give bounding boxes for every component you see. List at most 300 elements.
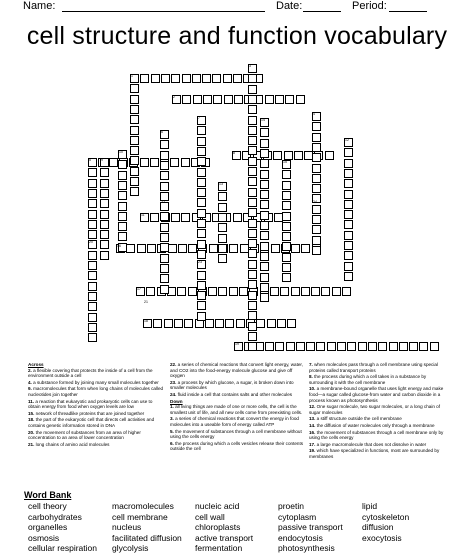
grid-cell[interactable] xyxy=(197,147,206,156)
grid-cell[interactable] xyxy=(160,151,169,160)
grid-cell[interactable] xyxy=(197,157,206,166)
grid-cell[interactable] xyxy=(344,210,353,219)
grid-cell[interactable] xyxy=(224,95,233,104)
grid-cell[interactable] xyxy=(312,133,321,142)
grid-cell[interactable] xyxy=(100,168,109,177)
grid-cell[interactable] xyxy=(248,239,257,248)
grid-cell[interactable] xyxy=(109,158,118,167)
grid-cell[interactable] xyxy=(248,291,257,300)
grid-cell[interactable] xyxy=(88,271,97,280)
clue-text: fluid inside a cell that contains salts and other molecules xyxy=(177,391,293,397)
clue-number: 1. xyxy=(170,404,176,410)
grid-cell[interactable] xyxy=(130,115,139,124)
word-bank-word: exocytosis xyxy=(362,532,402,543)
grid-cell[interactable] xyxy=(178,244,187,253)
grid-cell[interactable] xyxy=(312,246,321,255)
name-label: Name: xyxy=(23,0,56,12)
grid-cell[interactable] xyxy=(197,219,206,228)
grid-cell[interactable] xyxy=(160,140,169,149)
grid-cell[interactable] xyxy=(301,287,310,296)
clue-item xyxy=(170,441,304,452)
grid-cell[interactable] xyxy=(130,177,139,186)
grid-cell[interactable] xyxy=(312,236,321,245)
grid-cell[interactable] xyxy=(248,219,257,228)
word-bank-word: nucleic acid xyxy=(195,501,240,511)
grid-cell[interactable] xyxy=(378,342,387,351)
grid-clue-number: 9 xyxy=(101,157,103,162)
grid-cell[interactable] xyxy=(287,319,296,328)
grid-cell[interactable] xyxy=(248,249,257,258)
clue-item xyxy=(309,423,451,429)
grid-cell[interactable] xyxy=(197,137,206,146)
grid-cell[interactable] xyxy=(260,262,269,271)
grid-cell[interactable] xyxy=(327,342,336,351)
grid-cell[interactable] xyxy=(225,319,234,328)
grid-cell[interactable] xyxy=(213,95,222,104)
grid-cell[interactable] xyxy=(130,146,139,155)
grid-cell[interactable] xyxy=(130,84,139,93)
grid-cell[interactable] xyxy=(248,146,257,155)
grid-cell[interactable] xyxy=(321,287,330,296)
grid-cell[interactable] xyxy=(100,251,109,260)
grid-cell[interactable] xyxy=(270,287,279,296)
grid-cell[interactable] xyxy=(260,211,269,220)
grid-cell[interactable] xyxy=(239,287,248,296)
grid-cell[interactable] xyxy=(174,319,183,328)
grid-cell[interactable] xyxy=(100,230,109,239)
clue-number: 9. xyxy=(28,386,34,392)
grid-cell[interactable] xyxy=(301,244,310,253)
grid-cell[interactable] xyxy=(153,319,162,328)
grid-cell[interactable] xyxy=(229,244,238,253)
grid-cell[interactable] xyxy=(248,105,257,114)
grid-cell[interactable] xyxy=(160,161,169,170)
grid-cell[interactable] xyxy=(197,240,206,249)
grid-cell[interactable] xyxy=(260,283,269,292)
grid-cell[interactable] xyxy=(197,168,206,177)
grid-cell[interactable] xyxy=(282,253,291,262)
grid-cell[interactable] xyxy=(236,319,245,328)
grid-cell[interactable] xyxy=(248,332,257,341)
grid-cell[interactable] xyxy=(160,171,169,180)
grid-clue-number: 22 xyxy=(161,199,165,204)
grid-cell[interactable] xyxy=(430,342,439,351)
grid-cell[interactable] xyxy=(260,159,269,168)
grid-cell[interactable] xyxy=(197,271,206,280)
grid-cell[interactable] xyxy=(197,312,206,321)
grid-cell[interactable] xyxy=(130,105,139,114)
grid-cell[interactable] xyxy=(205,319,214,328)
grid-cell[interactable] xyxy=(248,188,257,197)
grid-cell[interactable] xyxy=(260,190,269,199)
grid-cell[interactable] xyxy=(344,262,353,271)
grid-cell[interactable] xyxy=(88,189,97,198)
grid-cell[interactable] xyxy=(229,287,238,296)
grid-cell[interactable] xyxy=(182,95,191,104)
grid-cell[interactable] xyxy=(218,254,227,263)
grid-cell[interactable] xyxy=(150,213,159,222)
word-bank-word: diffusion xyxy=(362,522,394,533)
date-line xyxy=(303,11,341,12)
grid-cell[interactable] xyxy=(100,240,109,249)
grid-cell[interactable] xyxy=(197,209,206,218)
grid-cell[interactable] xyxy=(282,212,291,221)
grid-cell[interactable] xyxy=(344,190,353,199)
clue-number: 20. xyxy=(28,429,36,435)
grid-cell[interactable] xyxy=(260,231,269,240)
grid-cell[interactable] xyxy=(248,85,257,94)
grid-cell[interactable] xyxy=(100,199,109,208)
grid-cell[interactable] xyxy=(130,156,139,165)
grid-cell[interactable] xyxy=(100,179,109,188)
grid-cell[interactable] xyxy=(358,342,367,351)
grid-cell[interactable] xyxy=(311,287,320,296)
grid-cell[interactable] xyxy=(282,232,291,241)
grid-cell[interactable] xyxy=(130,187,139,196)
grid-cell[interactable] xyxy=(312,225,321,234)
grid-cell[interactable] xyxy=(344,159,353,168)
clue-number: 3. xyxy=(170,416,176,422)
grid-cell[interactable] xyxy=(218,213,227,222)
grid-cell[interactable] xyxy=(88,313,97,322)
grid-cell[interactable] xyxy=(248,342,257,351)
grid-cell[interactable] xyxy=(182,74,191,83)
grid-cell[interactable] xyxy=(197,281,206,290)
grid-cell[interactable] xyxy=(218,223,227,232)
grid-cell[interactable] xyxy=(291,244,300,253)
grid-cell[interactable] xyxy=(344,200,353,209)
grid-cell[interactable] xyxy=(248,157,257,166)
grid-cell[interactable] xyxy=(419,342,428,351)
grid-cell[interactable] xyxy=(130,126,139,135)
grid-cell[interactable] xyxy=(248,270,257,279)
grid-cell[interactable] xyxy=(312,215,321,224)
grid-cell[interactable] xyxy=(286,342,295,351)
grid-cell[interactable] xyxy=(88,251,97,260)
grid-cell[interactable] xyxy=(160,223,169,232)
grid-cell[interactable] xyxy=(171,74,180,83)
grid-cell[interactable] xyxy=(193,95,202,104)
word-bank-word: nucleus xyxy=(112,522,142,533)
grid-cell[interactable] xyxy=(181,158,190,167)
grid-cell[interactable] xyxy=(260,242,269,251)
grid-cell[interactable] xyxy=(88,230,97,239)
grid-cell[interactable] xyxy=(218,203,227,212)
grid-cell[interactable] xyxy=(150,158,159,167)
grid-cell[interactable] xyxy=(275,342,284,351)
grid-cell[interactable] xyxy=(197,178,206,187)
grid-cell[interactable] xyxy=(312,164,321,173)
word-bank-title: Word Bank xyxy=(24,490,72,500)
word-bank-column xyxy=(278,501,343,554)
grid-cell[interactable] xyxy=(294,151,303,160)
grid-cell[interactable] xyxy=(265,95,274,104)
grid-cell[interactable] xyxy=(260,273,269,282)
grid-cell[interactable] xyxy=(88,333,97,342)
grid-cell[interactable] xyxy=(325,151,334,160)
grid-cell[interactable] xyxy=(88,220,97,229)
clue-item xyxy=(170,392,304,398)
grid-cell[interactable] xyxy=(316,342,325,351)
grid-cell[interactable] xyxy=(184,319,193,328)
grid-cell[interactable] xyxy=(118,212,127,221)
grid-cell[interactable] xyxy=(197,229,206,238)
grid-clue-number: 24 xyxy=(313,199,317,204)
grid-cell[interactable] xyxy=(88,282,97,291)
grid-cell[interactable] xyxy=(344,241,353,250)
grid-cell[interactable] xyxy=(296,95,305,104)
grid-cell[interactable] xyxy=(233,213,242,222)
grid-cell[interactable] xyxy=(256,319,265,328)
clue-text: the movement of substances through a cell membrane only by using the cells energy xyxy=(309,429,444,441)
grid-cell[interactable] xyxy=(337,342,346,351)
grid-cell[interactable] xyxy=(347,342,356,351)
grid-cell[interactable] xyxy=(282,242,291,251)
clue-item xyxy=(28,368,166,379)
grid-cell[interactable] xyxy=(399,342,408,351)
grid-cell[interactable] xyxy=(197,291,206,300)
clue-text: the movement of substances from an area of higher concentration to an area of lower concentration xyxy=(28,429,141,441)
grid-cell[interactable] xyxy=(118,202,127,211)
grid-cell[interactable] xyxy=(285,95,294,104)
grid-cell[interactable] xyxy=(368,342,377,351)
grid-cell[interactable] xyxy=(197,250,206,259)
grid-cell[interactable] xyxy=(160,285,169,294)
grid-cell[interactable] xyxy=(260,293,269,302)
grid-cell[interactable] xyxy=(248,126,257,135)
word-bank-word: glycolysis xyxy=(112,543,149,554)
clue-item xyxy=(309,386,451,403)
grid-cell[interactable] xyxy=(344,148,353,157)
grid-cell[interactable] xyxy=(260,128,269,137)
grid-cell[interactable] xyxy=(197,188,206,197)
grid-cell[interactable] xyxy=(118,181,127,190)
grid-cell[interactable] xyxy=(223,74,232,83)
grid-cell[interactable] xyxy=(215,319,224,328)
clue-number: 11. xyxy=(28,398,36,404)
grid-cell[interactable] xyxy=(151,74,160,83)
grid-cell[interactable] xyxy=(209,244,218,253)
grid-cell[interactable] xyxy=(140,158,149,167)
grid-cell[interactable] xyxy=(260,170,269,179)
grid-cell[interactable] xyxy=(160,233,169,242)
grid-cell[interactable] xyxy=(218,234,227,243)
grid-cell[interactable] xyxy=(265,342,274,351)
grid-cell[interactable] xyxy=(137,244,146,253)
grid-cell[interactable] xyxy=(233,74,242,83)
grid-cell[interactable] xyxy=(260,221,269,230)
clue-text: when molecules pass through a cell membrane using special proteins called transport proteins xyxy=(309,362,438,373)
clue-text: a membrane-bound organelle that uses light energy and make food—a sugar called glucose-from water and carbon dioxide in a process known as photosynthesis xyxy=(309,386,444,403)
grid-cell[interactable] xyxy=(344,251,353,260)
word-bank-word: cell theory xyxy=(28,501,67,511)
grid-cell[interactable] xyxy=(88,292,97,301)
grid-cell[interactable] xyxy=(208,287,217,296)
clue-number: 4. xyxy=(28,379,34,385)
grid-cell[interactable] xyxy=(344,179,353,188)
grid-cell[interactable] xyxy=(88,261,97,270)
grid-cell[interactable] xyxy=(248,208,257,217)
grid-cell[interactable] xyxy=(260,200,269,209)
grid-cell[interactable] xyxy=(248,301,257,310)
grid-cell[interactable] xyxy=(280,287,289,296)
grid-cell[interactable] xyxy=(260,149,269,158)
grid-cell[interactable] xyxy=(248,198,257,207)
grid-cell[interactable] xyxy=(312,205,321,214)
clue-text: a stiff structure outside the cell membrane xyxy=(316,416,402,422)
word-bank-column xyxy=(362,501,409,543)
word-bank-word: photosynthesis xyxy=(278,543,335,554)
grid-cell[interactable] xyxy=(282,181,291,190)
clue-text: the part of the eukaryotic cell that directs cell activities and contains genetic information stored in DNA xyxy=(28,417,155,428)
grid-cell[interactable] xyxy=(88,199,97,208)
word-bank-word: carbohydrates xyxy=(28,511,82,522)
grid-clue-number: 15 xyxy=(283,159,287,164)
grid-cell[interactable] xyxy=(197,126,206,135)
grid-cell[interactable] xyxy=(118,232,127,241)
grid-cell[interactable] xyxy=(160,212,169,221)
word-bank-word: macromolecules xyxy=(112,501,174,511)
grid-cell[interactable] xyxy=(267,319,276,328)
grid-cell[interactable] xyxy=(312,122,321,131)
grid-cell[interactable] xyxy=(181,213,190,222)
grid-cell[interactable] xyxy=(248,95,257,104)
grid-cell[interactable] xyxy=(118,171,127,180)
grid-cell[interactable] xyxy=(248,116,257,125)
period-label: Period: xyxy=(352,0,387,12)
grid-cell[interactable] xyxy=(282,201,291,210)
grid-cell[interactable] xyxy=(342,287,351,296)
grid-cell[interactable] xyxy=(277,319,286,328)
grid-cell[interactable] xyxy=(161,74,170,83)
grid-cell[interactable] xyxy=(160,264,169,273)
grid-cell[interactable] xyxy=(234,95,243,104)
grid-cell[interactable] xyxy=(291,287,300,296)
grid-cell[interactable] xyxy=(248,280,257,289)
grid-cell[interactable] xyxy=(282,191,291,200)
grid-cell[interactable] xyxy=(344,231,353,240)
grid-cell[interactable] xyxy=(203,95,212,104)
date-label: Date: xyxy=(276,0,303,12)
grid-cell[interactable] xyxy=(88,302,97,311)
clue-number: 14. xyxy=(309,422,317,428)
grid-cell[interactable] xyxy=(248,177,257,186)
grid-cell[interactable] xyxy=(248,167,257,176)
grid-cell[interactable] xyxy=(160,182,169,191)
grid-cell[interactable] xyxy=(273,151,282,160)
grid-cell[interactable] xyxy=(332,287,341,296)
grid-cell[interactable] xyxy=(218,244,227,253)
grid-cell[interactable] xyxy=(260,139,269,148)
grid-cell[interactable] xyxy=(344,169,353,178)
grid-cell[interactable] xyxy=(306,342,315,351)
clue-number: 23. xyxy=(170,379,178,385)
grid-cell[interactable] xyxy=(282,222,291,231)
clue-text: a flexible covering that protects the inside of a cell from the environment outside a cell xyxy=(28,367,153,379)
grid-cell[interactable] xyxy=(146,287,155,296)
word-bank-word: proetin xyxy=(278,501,304,511)
clue-number: 13. xyxy=(309,416,317,422)
grid-cell[interactable] xyxy=(275,95,284,104)
grid-cell[interactable] xyxy=(188,287,197,296)
grid-cell[interactable] xyxy=(171,213,180,222)
grid-cell[interactable] xyxy=(218,287,227,296)
grid-cell[interactable] xyxy=(130,136,139,145)
grid-cell[interactable] xyxy=(197,301,206,310)
clue-text: a large macromolecule that does not dissolve in water xyxy=(316,441,427,447)
grid-cell[interactable] xyxy=(160,254,169,263)
grid-cell[interactable] xyxy=(202,74,211,83)
grid-cell[interactable] xyxy=(140,74,149,83)
clue-item xyxy=(28,399,166,410)
grid-cell[interactable] xyxy=(164,319,173,328)
grid-cell[interactable] xyxy=(312,143,321,152)
grid-cell[interactable] xyxy=(147,244,156,253)
grid-cell[interactable] xyxy=(248,74,257,83)
grid-cell[interactable] xyxy=(130,95,139,104)
grid-cell[interactable] xyxy=(212,74,221,83)
grid-cell[interactable] xyxy=(271,244,280,253)
grid-cell[interactable] xyxy=(344,220,353,229)
grid-cell[interactable] xyxy=(100,189,109,198)
grid-cell[interactable] xyxy=(312,153,321,162)
grid-cell[interactable] xyxy=(282,273,291,282)
grid-cell[interactable] xyxy=(248,260,257,269)
grid-cell[interactable] xyxy=(88,168,97,177)
grid-cell[interactable] xyxy=(197,198,206,207)
grid-cell[interactable] xyxy=(296,342,305,351)
grid-cell[interactable] xyxy=(88,179,97,188)
grid-cell[interactable] xyxy=(248,136,257,145)
grid-cell[interactable] xyxy=(248,311,257,320)
grid-cell[interactable] xyxy=(260,180,269,189)
grid-cell[interactable] xyxy=(100,210,109,219)
word-bank-word: lipid xyxy=(362,501,378,511)
grid-cell[interactable] xyxy=(118,160,127,169)
grid-cell[interactable] xyxy=(118,191,127,200)
grid-cell[interactable] xyxy=(389,342,398,351)
grid-cell[interactable] xyxy=(160,274,169,283)
clue-text: which have specialized in functions, most are surrounded by membranes xyxy=(309,448,440,459)
grid-cell[interactable] xyxy=(118,222,127,231)
clue-number: 2. xyxy=(28,367,34,373)
grid-cell[interactable] xyxy=(218,192,227,201)
grid-cell[interactable] xyxy=(344,272,353,281)
grid-cell[interactable] xyxy=(177,287,186,296)
grid-cell[interactable] xyxy=(88,210,97,219)
grid-cell[interactable] xyxy=(409,342,418,351)
clue-item xyxy=(28,442,166,448)
grid-cell[interactable] xyxy=(282,263,291,272)
grid-cell[interactable] xyxy=(260,252,269,261)
grid-cell[interactable] xyxy=(160,243,169,252)
grid-cell[interactable] xyxy=(170,158,179,167)
grid-cell[interactable] xyxy=(312,174,321,183)
grid-cell[interactable] xyxy=(192,74,201,83)
grid-cell[interactable] xyxy=(100,220,109,229)
grid-cell[interactable] xyxy=(88,323,97,332)
word-bank-word: cell wall xyxy=(195,511,225,522)
grid-cell[interactable] xyxy=(130,167,139,176)
grid-cell[interactable] xyxy=(188,244,197,253)
grid-cell[interactable] xyxy=(282,170,291,179)
clue-number: 6. xyxy=(170,440,176,446)
grid-cell[interactable] xyxy=(248,229,257,238)
clue-number: 10. xyxy=(309,386,317,392)
grid-cell[interactable] xyxy=(126,244,135,253)
grid-cell[interactable] xyxy=(248,322,257,331)
grid-cell[interactable] xyxy=(312,184,321,193)
